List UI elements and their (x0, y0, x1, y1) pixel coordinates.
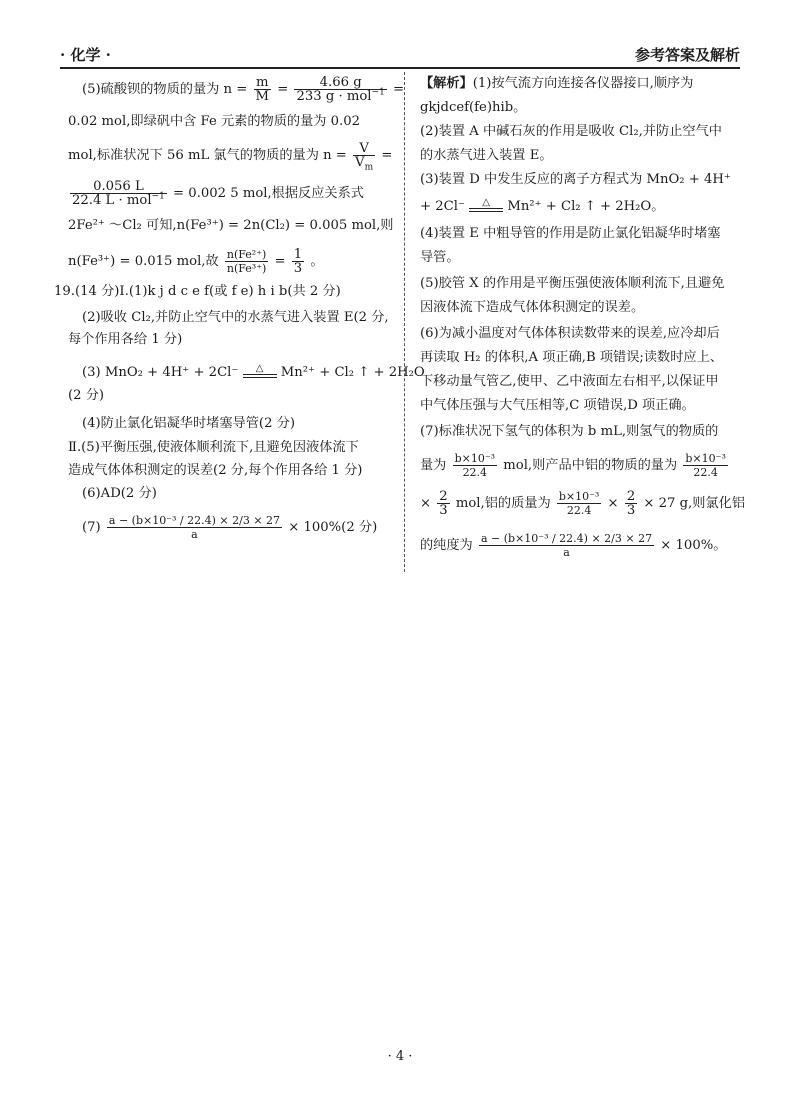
right-line-1: 【解析】(1)按气流方向连接各仪器接口,顺序为 (420, 76, 694, 91)
right-line-4: 的水蒸气进入装置 E。 (420, 148, 553, 163)
header-section-title: 参考答案及解析 (634, 46, 740, 64)
fraction-purity-expression: $\frac{\text{a − (b×10⁻³ / 22.4) × 2/3 × 27}}{a}$ (480, 532, 653, 559)
fraction-two-thirds: $\frac{2}{3}$ (439, 489, 448, 518)
question-19-heading: 19.(14 分)Ⅰ.(1)k j d c e f(或 f e) h i b(共 2 分) (54, 284, 341, 299)
fraction-mass-over-molar: $\frac{4.66 g}{233 g \cdot mol^{-1}}$ (296, 75, 385, 104)
fraction-two-thirds-2: $\frac{2}{3}$ (626, 489, 636, 518)
right-line-17: × $\frac{2}{3}$ mol,铝的质量为 $\frac{\text{b×10⁻³}}{22.4}$ × $\frac{2}{3}$ × 27 g,则氯化铝 (420, 489, 746, 518)
fraction-aluminum-moles: $\frac{\text{b×10⁻³}}{22.4}$ (685, 452, 726, 479)
answer-4: (4)防止氯化铝凝华时堵塞导管(2 分) (82, 416, 295, 431)
analysis-label: 【解析】 (420, 76, 473, 91)
answer-6: (6)AD(2 分) (82, 486, 157, 501)
answer-3-equation: (3) MnO₂ + 4H⁺ + 2Cl⁻ △ Mn²⁺ + Cl₂ ↑ + 2H₂O (82, 363, 425, 380)
right-line-13: 下移动量气管乙,使甲、乙中液面左右相平,以保证甲 (420, 374, 719, 389)
right-line-8: 导管。 (420, 250, 460, 265)
header-subject: · 化学 · (60, 46, 111, 64)
right-line-16: 量为 $\frac{\text{b×10⁻³}}{22.4}$ mol,则产品中铝的物质的量为 $\frac{\text{b×10⁻³}}{22.4}$ (420, 452, 726, 479)
left-line-6: n(Fe³⁺) = 0.015 mol,故 $\frac{\text{n(Fe²⁺)}}{\text{n(Fe³⁺)}}$ = $\frac{1}{3}$ 。 (68, 247, 324, 276)
heat-reaction-arrow: △ (469, 198, 503, 215)
answer-2-line-2: 每个作用各给 1 分) (68, 332, 183, 347)
right-line-14: 中气体压强与大气压相等,C 项错误,D 项正确。 (420, 398, 695, 413)
header-rule (60, 67, 740, 69)
heat-reaction-arrow: △ (243, 364, 277, 381)
left-line-2: 0.02 mol,即绿矾中含 Fe 元素的物质的量为 0.02 (68, 114, 361, 129)
fraction-m-over-M: $\frac{m}{M}$ (255, 75, 270, 104)
right-line-2: gkjdcef(fe)hib。 (420, 100, 527, 115)
page-number: · 4 · (387, 1049, 413, 1064)
right-line-10: 因液体流下造成气体体积测定的误差。 (420, 300, 645, 315)
right-line-7: (4)装置 E 中粗导管的作用是防止氯化铝凝华时堵塞 (420, 226, 721, 241)
right-line-5: (3)装置 D 中发生反应的离子方程式为 MnO₂ + 4H⁺ (420, 172, 731, 187)
right-line-6: + 2Cl⁻ △ Mn²⁺ + Cl₂ ↑ + 2H₂O。 (420, 197, 665, 214)
right-line-11: (6)为减小温度对气体体积读数带来的误差,应冷却后 (420, 326, 720, 341)
fraction-aluminum-mass: $\frac{\text{b×10⁻³}}{22.4}$ (558, 490, 600, 517)
left-line-5: 2Fe²⁺ ～Cl₂ 可知,n(Fe³⁺) = 2n(Cl₂) = 0.005 mol,则 (68, 218, 394, 233)
answer-2-line-1: (2)吸收 Cl₂,并防止空气中的水蒸气进入装置 E(2 分, (82, 310, 389, 325)
fraction-fe2-over-fe3: $\frac{\text{n(Fe²⁺)}}{\text{n(Fe³⁺)}}$ (226, 248, 267, 275)
fraction-V-over-Vm: $\frac{V}{V_m}$ (355, 141, 374, 173)
right-line-9: (5)胶管 X 的作用是平衡压强使液体顺利流下,且避免 (420, 276, 725, 291)
left-line-4: $\frac{0.056 L}{22.4 L \cdot mol^{-1}}$ = 0.002 5 mol,根据反应关系式 (72, 179, 364, 208)
page-header (60, 40, 740, 68)
answer-3-score: (2 分) (68, 388, 105, 403)
right-line-12: 再读取 H₂ 的体积,A 项正确,B 项错误;读数时应上、 (420, 350, 723, 365)
answer-7: (7) $\frac{\text{a − (b×10⁻³ / 22.4) × 2/3 × 27}}{a}$ × 100%(2 分) (82, 514, 378, 541)
fraction-one-third: $\frac{1}{3}$ (293, 247, 303, 276)
fraction-purity-expression: $\frac{\text{a − (b×10⁻³ / 22.4) × 2/3 × 27}}{a}$ (108, 514, 281, 541)
right-line-15: (7)标准状况下氢气的体积为 b mL,则氢气的物质的 (420, 424, 719, 439)
answer-5-line-1: Ⅱ.(5)平衡压强,使液体顺利流下,且避免因液体流下 (68, 440, 359, 455)
column-divider (404, 72, 405, 572)
right-line-18: 的纯度为 $\frac{\text{a − (b×10⁻³ / 22.4) × 2/3 × 27}}{a}$ × 100%。 (420, 532, 727, 559)
left-line-3: mol,标准状况下 56 mL 氯气的物质的量为 n = $\frac{V}{V_m}$ = (68, 141, 393, 173)
right-line-3: (2)装置 A 中碱石灰的作用是吸收 Cl₂,并防止空气中 (420, 124, 722, 139)
fraction-volume-over-molar-volume: $\frac{0.056 L}{22.4 L \cdot mol^{-1}}$ (72, 179, 165, 208)
fraction-hydrogen-moles: $\frac{\text{b×10⁻³}}{22.4}$ (454, 452, 496, 479)
left-line-1: (5)硫酸钡的物质的量为 n = $\frac{m}{M}$ = $\frac{4.66 g}{233 g \cdot mol^{-1}}$ = (82, 75, 405, 104)
answer-5-line-2: 造成气体体积测定的误差(2 分,每个作用各给 1 分) (68, 463, 363, 478)
